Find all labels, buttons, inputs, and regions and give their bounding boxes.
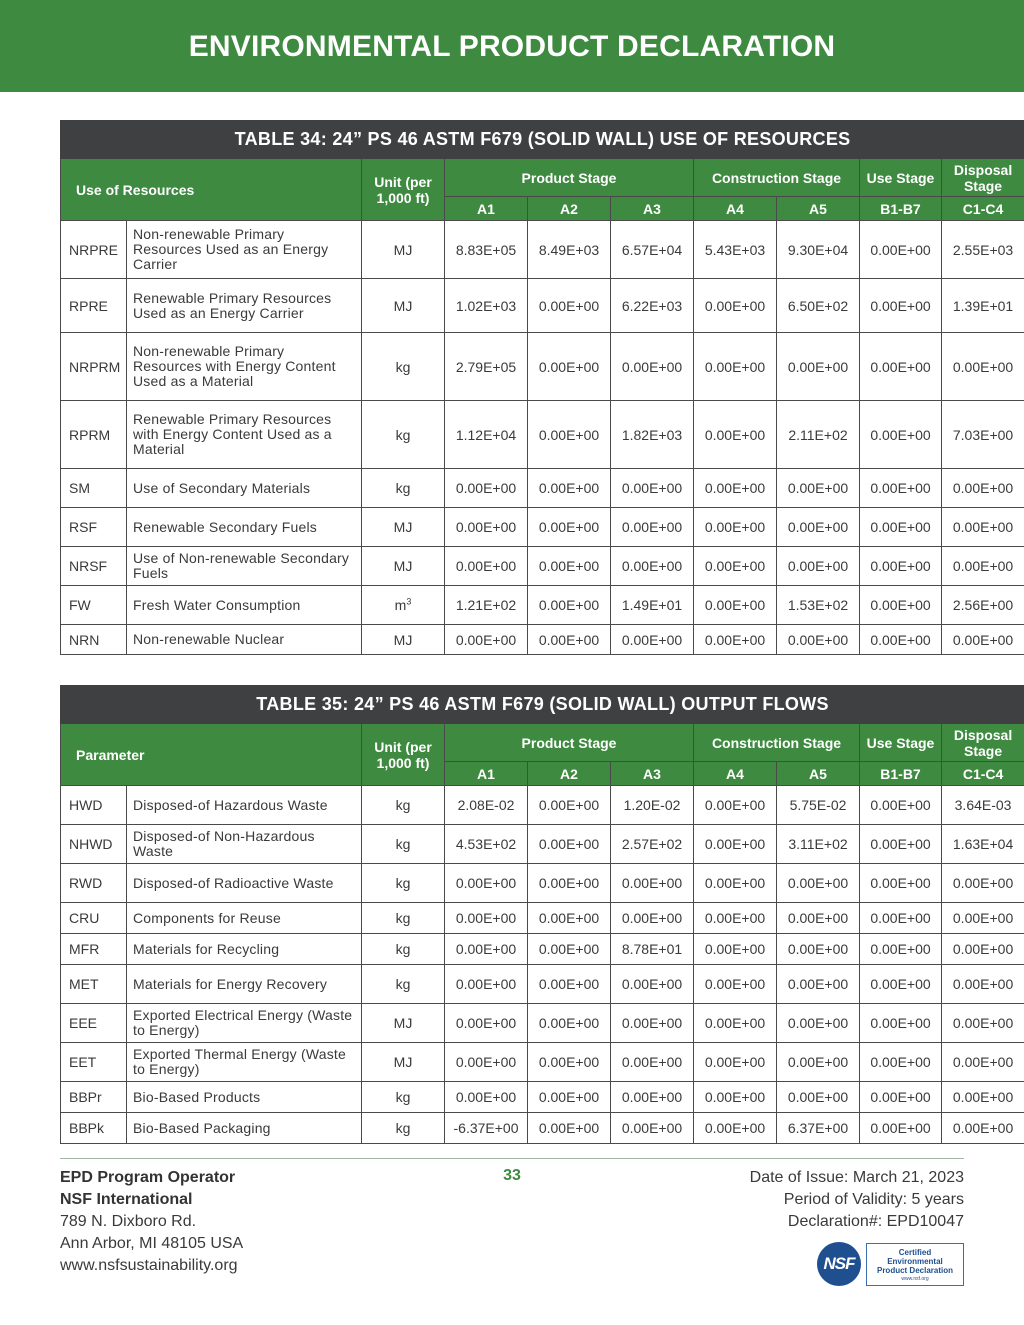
value-cell: 0.00E+00 (777, 547, 860, 586)
indicator-abbreviation: BBPk (61, 1113, 127, 1144)
column-header-c1-c4: C1-C4 (942, 197, 1024, 221)
unit-text: kg (395, 1120, 411, 1136)
value-cell: 0.00E+00 (611, 547, 694, 586)
value-cell: 0.00E+00 (528, 1004, 611, 1043)
column-header-a5: A5 (777, 762, 860, 786)
website-link[interactable]: www.nsfsustainability.org (60, 1257, 238, 1274)
indicator-abbreviation: MFR (61, 934, 127, 965)
value-cell: 0.00E+00 (528, 934, 611, 965)
column-header-b1-b7: B1-B7 (860, 197, 942, 221)
unit-header-line1: Unit (per (374, 173, 432, 190)
indicator-description: Bio-Based Packaging (127, 1113, 362, 1144)
value-cell: 0.00E+00 (611, 508, 694, 547)
table-row (61, 586, 1024, 625)
column-header-a4: A4 (694, 762, 777, 786)
table-row (61, 786, 1024, 825)
indicator-description: Non-renewable Nuclear (127, 625, 362, 655)
value-cell: 2.08E-02 (445, 786, 528, 825)
value-cell: 0.00E+00 (528, 469, 611, 508)
cert-line-1: Certified (898, 1248, 932, 1257)
indicator-abbreviation: EET (61, 1043, 127, 1082)
unit-text: kg (395, 836, 411, 852)
value-cell: 0.00E+00 (777, 1043, 860, 1082)
value-cell: 1.82E+03 (611, 401, 694, 469)
value-cell: 0.00E+00 (528, 965, 611, 1004)
column-header-disposal-stage: Disposal Stage (942, 724, 1024, 762)
value-cell: 7.03E+00 (942, 401, 1024, 469)
column-header-a3: A3 (611, 762, 694, 786)
value-cell: 0.00E+00 (528, 1043, 611, 1082)
value-cell: 0.00E+00 (445, 965, 528, 1004)
column-header-product-stage: Product Stage (445, 724, 694, 762)
value-cell: 8.78E+01 (611, 934, 694, 965)
value-cell: 0.00E+00 (694, 864, 777, 903)
value-cell: 0.00E+00 (528, 903, 611, 934)
unit-cell (362, 221, 445, 279)
table-row (61, 625, 1024, 655)
unit-text: MJ (393, 558, 413, 574)
value-cell: 0.00E+00 (777, 508, 860, 547)
unit-cell (362, 333, 445, 401)
column-header-a3: A3 (611, 197, 694, 221)
table-row (61, 1113, 1024, 1144)
indicator-abbreviation: BBPr (61, 1082, 127, 1113)
indicator-description: Materials for Recycling (127, 934, 362, 965)
value-cell: 0.00E+00 (942, 965, 1024, 1004)
address-line-1: 789 N. Dixboro Rd. (60, 1213, 197, 1230)
unit-text: m (394, 597, 407, 613)
value-cell: 1.53E+02 (777, 586, 860, 625)
certified-epd-badge (866, 1243, 964, 1286)
value-cell: 0.00E+00 (942, 864, 1024, 903)
column-header-a4: A4 (694, 197, 777, 221)
value-cell: 0.00E+00 (528, 864, 611, 903)
table-35-output-flows (60, 685, 1014, 1144)
indicator-description: Components for Reuse (127, 903, 362, 934)
value-cell: 1.20E-02 (611, 786, 694, 825)
value-cell: 6.22E+03 (611, 279, 694, 333)
unit-text: kg (395, 480, 411, 496)
value-cell: 0.00E+00 (445, 864, 528, 903)
column-header-b1-b7: B1-B7 (860, 762, 942, 786)
footer-divider (60, 1158, 964, 1159)
unit-text: kg (395, 797, 411, 813)
table-row (61, 221, 1024, 279)
table-row (61, 333, 1024, 401)
value-cell: 0.00E+00 (694, 1113, 777, 1144)
indicator-abbreviation: HWD (61, 786, 127, 825)
table-row (61, 401, 1024, 469)
cert-line-2: Environmental (887, 1257, 943, 1266)
value-cell: 1.39E+01 (942, 279, 1024, 333)
value-cell: 0.00E+00 (445, 469, 528, 508)
unit-cell (362, 586, 445, 625)
value-cell: 0.00E+00 (528, 1113, 611, 1144)
unit-cell (362, 469, 445, 508)
issue-date: Date of Issue: March 21, 2023 (749, 1169, 964, 1186)
unit-superscript: 3 (406, 596, 412, 607)
value-cell: 1.12E+04 (445, 401, 528, 469)
value-cell: 0.00E+00 (611, 469, 694, 508)
value-cell: 0.00E+00 (694, 965, 777, 1004)
indicator-abbreviation: NRPRM (61, 333, 127, 401)
value-cell: 6.50E+02 (777, 279, 860, 333)
value-cell: 0.00E+00 (611, 965, 694, 1004)
declaration-number: Declaration#: EPD10047 (787, 1213, 964, 1230)
table-row (61, 469, 1024, 508)
table-34-body (61, 221, 1024, 655)
table-row (61, 825, 1024, 864)
value-cell: 0.00E+00 (942, 508, 1024, 547)
indicator-abbreviation: RSF (61, 508, 127, 547)
unit-cell (362, 965, 445, 1004)
unit-cell (362, 1082, 445, 1113)
unit-header-line2: 1,000 ft) (376, 754, 430, 771)
table-row (61, 1082, 1024, 1113)
value-cell: 0.00E+00 (777, 1082, 860, 1113)
value-cell: 0.00E+00 (860, 786, 942, 825)
unit-text: MJ (393, 1015, 413, 1031)
value-cell: 0.00E+00 (528, 547, 611, 586)
table-row (61, 965, 1024, 1004)
value-cell: 0.00E+00 (694, 333, 777, 401)
unit-cell (362, 1043, 445, 1082)
value-cell: 0.00E+00 (694, 469, 777, 508)
value-cell: 0.00E+00 (860, 934, 942, 965)
unit-text: MJ (393, 631, 413, 648)
indicator-abbreviation: MET (61, 965, 127, 1004)
value-cell: 8.83E+05 (445, 221, 528, 279)
value-cell: 0.00E+00 (611, 1113, 694, 1144)
value-cell: 0.00E+00 (528, 401, 611, 469)
value-cell: 0.00E+00 (445, 547, 528, 586)
value-cell: 0.00E+00 (611, 864, 694, 903)
value-cell: 0.00E+00 (611, 1004, 694, 1043)
table-row (61, 1043, 1024, 1082)
value-cell: 0.00E+00 (445, 1004, 528, 1043)
value-cell: 9.30E+04 (777, 221, 860, 279)
value-cell: 0.00E+00 (694, 903, 777, 934)
value-cell: 0.00E+00 (694, 1082, 777, 1113)
value-cell: 0.00E+00 (777, 864, 860, 903)
operator-org: NSF International (60, 1191, 193, 1208)
column-header-construction-stage: Construction Stage (694, 159, 860, 197)
value-cell: 0.00E+00 (694, 934, 777, 965)
value-cell: 0.00E+00 (694, 547, 777, 586)
column-header-product-stage: Product Stage (445, 159, 694, 197)
value-cell: 0.00E+00 (860, 221, 942, 279)
unit-cell (362, 786, 445, 825)
table-row (61, 279, 1024, 333)
value-cell: 0.00E+00 (860, 825, 942, 864)
operator-label: EPD Program Operator (60, 1169, 236, 1186)
table-34-use-of-resources (60, 120, 1014, 655)
indicator-description: Renewable Primary Resources with Energy Content Used as a Material (127, 401, 362, 469)
value-cell: 0.00E+00 (942, 1004, 1024, 1043)
value-cell: 2.56E+00 (942, 586, 1024, 625)
value-cell: 0.00E+00 (860, 401, 942, 469)
indicator-abbreviation: SM (61, 469, 127, 508)
table-row (61, 508, 1024, 547)
value-cell: 0.00E+00 (611, 333, 694, 401)
indicator-description: Disposed-of Hazardous Waste (127, 786, 362, 825)
value-cell: 0.00E+00 (445, 508, 528, 547)
table-35-body (61, 786, 1024, 1144)
unit-header-line2: 1,000 ft) (376, 189, 430, 206)
value-cell: 5.75E-02 (777, 786, 860, 825)
value-cell: 0.00E+00 (694, 279, 777, 333)
table-row (61, 864, 1024, 903)
value-cell: 0.00E+00 (860, 279, 942, 333)
value-cell: 0.00E+00 (528, 786, 611, 825)
unit-cell (362, 864, 445, 903)
table-row (61, 934, 1024, 965)
column-header-c1-c4: C1-C4 (942, 762, 1024, 786)
value-cell: 1.02E+03 (445, 279, 528, 333)
value-cell: 0.00E+00 (694, 1004, 777, 1043)
indicator-description: Fresh Water Consumption (127, 586, 362, 625)
value-cell: 0.00E+00 (860, 965, 942, 1004)
column-header-a1: A1 (445, 197, 528, 221)
value-cell: 1.49E+01 (611, 586, 694, 625)
table-row (61, 547, 1024, 586)
table-row (61, 903, 1024, 934)
indicator-description: Non-renewable Primary Resources with Energy Content Used as a Material (127, 333, 362, 401)
value-cell: 0.00E+00 (942, 625, 1024, 655)
header-banner (0, 0, 1024, 92)
value-cell: 0.00E+00 (777, 934, 860, 965)
value-cell: 0.00E+00 (860, 864, 942, 903)
column-header-a5: A5 (777, 197, 860, 221)
column-header-disposal-stage: Disposal Stage (942, 159, 1024, 197)
unit-text: MJ (393, 1054, 413, 1070)
value-cell: 0.00E+00 (445, 903, 528, 934)
indicator-abbreviation: NRSF (61, 547, 127, 586)
validity-period: Period of Validity: 5 years (783, 1191, 964, 1208)
value-cell: 0.00E+00 (611, 625, 694, 655)
indicator-description: Non-renewable Primary Resources Used as an Energy Carrier (127, 221, 362, 279)
value-cell: 0.00E+00 (528, 508, 611, 547)
unit-cell (362, 825, 445, 864)
value-cell: 0.00E+00 (777, 1004, 860, 1043)
value-cell: 0.00E+00 (694, 625, 777, 655)
unit-cell (362, 508, 445, 547)
value-cell: 0.00E+00 (860, 625, 942, 655)
value-cell: 0.00E+00 (777, 625, 860, 655)
unit-cell (362, 903, 445, 934)
value-cell: 3.64E-03 (942, 786, 1024, 825)
nsf-logo (817, 1242, 861, 1286)
value-cell: 0.00E+00 (860, 1082, 942, 1113)
value-cell: 0.00E+00 (860, 508, 942, 547)
unit-text: kg (395, 1089, 411, 1105)
footer-declaration-info (750, 1167, 964, 1233)
value-cell: 2.57E+02 (611, 825, 694, 864)
value-cell: 0.00E+00 (694, 825, 777, 864)
indicator-description: Exported Thermal Energy (Waste to Energy) (127, 1043, 362, 1082)
indicator-abbreviation: NRN (61, 625, 127, 655)
value-cell: 0.00E+00 (445, 625, 528, 655)
value-cell: 0.00E+00 (942, 934, 1024, 965)
column-header-a2: A2 (528, 762, 611, 786)
unit-cell (362, 401, 445, 469)
column-header-unit (362, 724, 445, 786)
table-35-title: TABLE 35: 24” PS 46 ASTM F679 (SOLID WALL) OUTPUT FLOWS (61, 686, 1024, 724)
value-cell: 0.00E+00 (860, 547, 942, 586)
value-cell: 2.79E+05 (445, 333, 528, 401)
column-header-use-of-resources: Use of Resources (61, 159, 362, 221)
value-cell: 0.00E+00 (777, 965, 860, 1004)
unit-cell (362, 625, 445, 655)
value-cell: 0.00E+00 (942, 1043, 1024, 1082)
indicator-description: Use of Non-renewable Secondary Fuels (127, 547, 362, 586)
unit-header-line1: Unit (per (374, 738, 432, 755)
page-title: ENVIRONMENTAL PRODUCT DECLARATION (188, 30, 836, 63)
column-header-a2: A2 (528, 197, 611, 221)
column-header-use-stage: Use Stage (860, 724, 942, 762)
unit-text: kg (395, 910, 411, 926)
indicator-description: Renewable Secondary Fuels (127, 508, 362, 547)
value-cell: 0.00E+00 (611, 1082, 694, 1113)
indicator-description: Bio-Based Products (127, 1082, 362, 1113)
indicator-abbreviation: RPRE (61, 279, 127, 333)
value-cell: 0.00E+00 (860, 333, 942, 401)
value-cell: 0.00E+00 (942, 1113, 1024, 1144)
value-cell: 0.00E+00 (777, 469, 860, 508)
value-cell: 0.00E+00 (445, 1082, 528, 1113)
unit-cell (362, 1113, 445, 1144)
value-cell: 0.00E+00 (694, 786, 777, 825)
nsf-logo-text: NSF (823, 1254, 855, 1273)
indicator-description: Renewable Primary Resources Used as an Energy Carrier (127, 279, 362, 333)
unit-text: MJ (393, 241, 413, 258)
indicator-abbreviation: EEE (61, 1004, 127, 1043)
value-cell: 1.21E+02 (445, 586, 528, 625)
value-cell: 0.00E+00 (942, 547, 1024, 586)
indicator-abbreviation: NHWD (61, 825, 127, 864)
value-cell: 0.00E+00 (528, 586, 611, 625)
column-header-use-stage: Use Stage (860, 159, 942, 197)
indicator-description: Disposed-of Non-Hazardous Waste (127, 825, 362, 864)
indicator-abbreviation: FW (61, 586, 127, 625)
value-cell: 0.00E+00 (694, 508, 777, 547)
cert-line-3: Product Declaration (876, 1266, 953, 1275)
value-cell: 0.00E+00 (942, 469, 1024, 508)
value-cell: 0.00E+00 (694, 1043, 777, 1082)
indicator-description: Exported Electrical Energy (Waste to Energy) (127, 1004, 362, 1043)
value-cell: 0.00E+00 (860, 469, 942, 508)
value-cell: 0.00E+00 (611, 903, 694, 934)
page-number: 33 (503, 1167, 521, 1184)
value-cell: 4.53E+02 (445, 825, 528, 864)
value-cell: 0.00E+00 (694, 586, 777, 625)
value-cell: 0.00E+00 (777, 903, 860, 934)
unit-cell (362, 279, 445, 333)
value-cell: 0.00E+00 (860, 586, 942, 625)
unit-text: kg (395, 358, 411, 375)
value-cell: 0.00E+00 (694, 401, 777, 469)
value-cell: 0.00E+00 (860, 1004, 942, 1043)
indicator-abbreviation: NRPRE (61, 221, 127, 279)
indicator-description: Materials for Energy Recovery (127, 965, 362, 1004)
value-cell: 6.37E+00 (777, 1113, 860, 1144)
unit-text: MJ (393, 519, 413, 535)
address-line-2: Ann Arbor, MI 48105 USA (60, 1235, 244, 1252)
unit-cell (362, 547, 445, 586)
unit-text: MJ (393, 297, 413, 314)
table-34-title: TABLE 34: 24” PS 46 ASTM F679 (SOLID WALL) USE OF RESOURCES (61, 121, 1024, 159)
value-cell: 0.00E+00 (942, 903, 1024, 934)
value-cell: 0.00E+00 (942, 333, 1024, 401)
value-cell: 0.00E+00 (528, 1082, 611, 1113)
value-cell: 2.11E+02 (777, 401, 860, 469)
table-row (61, 1004, 1024, 1043)
value-cell: 2.55E+03 (942, 221, 1024, 279)
value-cell: 0.00E+00 (942, 1082, 1024, 1113)
unit-text: kg (395, 941, 411, 957)
value-cell: 6.57E+04 (611, 221, 694, 279)
column-header-parameter: Parameter (61, 724, 362, 786)
unit-cell (362, 934, 445, 965)
indicator-abbreviation: RWD (61, 864, 127, 903)
indicator-abbreviation: RPRM (61, 401, 127, 469)
value-cell: 0.00E+00 (860, 1113, 942, 1144)
value-cell: 0.00E+00 (777, 333, 860, 401)
value-cell: 3.11E+02 (777, 825, 860, 864)
value-cell: -6.37E+00 (445, 1113, 528, 1144)
unit-text: kg (395, 875, 411, 891)
value-cell: 0.00E+00 (528, 333, 611, 401)
indicator-abbreviation: CRU (61, 903, 127, 934)
value-cell: 0.00E+00 (445, 934, 528, 965)
value-cell: 0.00E+00 (611, 1043, 694, 1082)
value-cell: 1.63E+04 (942, 825, 1024, 864)
unit-text: kg (395, 976, 411, 992)
value-cell: 0.00E+00 (528, 279, 611, 333)
value-cell: 0.00E+00 (860, 1043, 942, 1082)
unit-text: kg (395, 426, 411, 443)
cert-url: www.nsf.org (901, 1276, 929, 1282)
value-cell: 0.00E+00 (445, 1043, 528, 1082)
value-cell: 0.00E+00 (528, 825, 611, 864)
value-cell: 5.43E+03 (694, 221, 777, 279)
indicator-description: Use of Secondary Materials (127, 469, 362, 508)
column-header-unit (362, 159, 445, 221)
value-cell: 0.00E+00 (528, 625, 611, 655)
column-header-construction-stage: Construction Stage (694, 724, 860, 762)
value-cell: 0.00E+00 (860, 903, 942, 934)
indicator-description: Disposed-of Radioactive Waste (127, 864, 362, 903)
value-cell: 8.49E+03 (528, 221, 611, 279)
unit-cell (362, 1004, 445, 1043)
column-header-a1: A1 (445, 762, 528, 786)
